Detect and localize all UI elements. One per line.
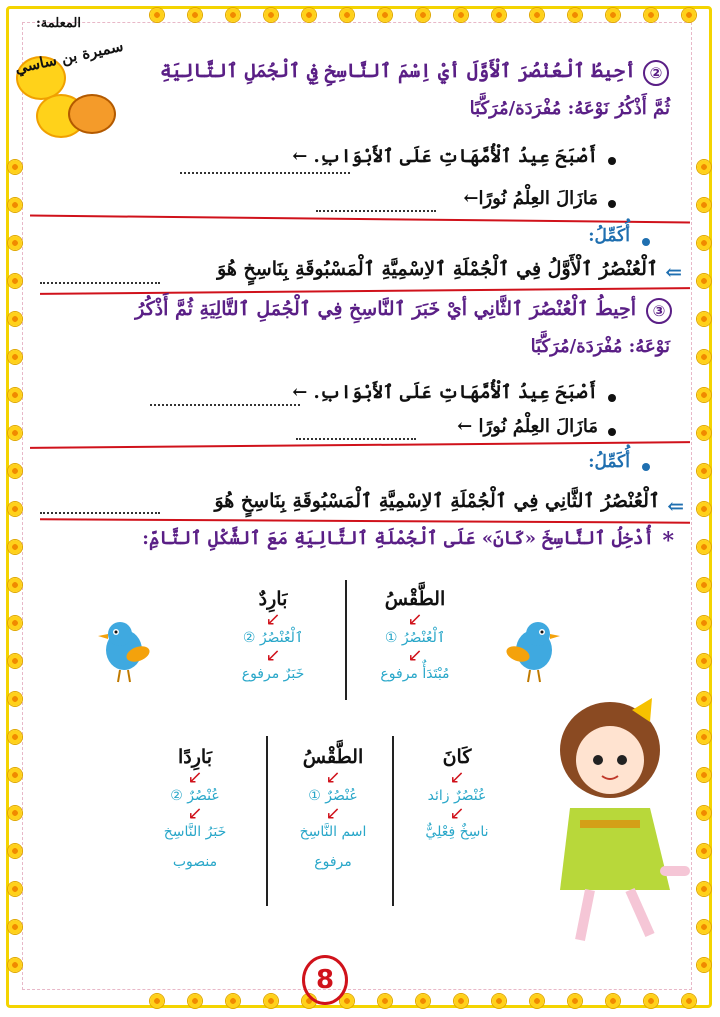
bullet-icon bbox=[608, 428, 616, 436]
flower-icon bbox=[378, 994, 392, 1008]
diagram2-word: كَانَ bbox=[442, 746, 472, 768]
bullet-icon bbox=[608, 394, 616, 402]
flower-icon bbox=[492, 8, 506, 22]
butterfly-body-icon bbox=[68, 94, 116, 134]
teacher-name: سميرة بن ساسي bbox=[13, 36, 125, 78]
flower-icon bbox=[697, 236, 711, 250]
q2-sentence-2: مَازَالَ العِلْمُ نُورًا← bbox=[463, 188, 598, 209]
flower-icon bbox=[697, 312, 711, 326]
task-instruction: أُدْخِلُ ٱلنَّاسِخَ «كَانَ» عَلَى ٱلْجُمْلَةِ ٱلتَّالِيَةِ مَعَ ٱلشَّكْلِ ٱلتَّامِّ: bbox=[142, 528, 654, 549]
flower-icon bbox=[697, 426, 711, 440]
flower-icon bbox=[378, 8, 392, 22]
question-3-number: ③ bbox=[646, 298, 672, 324]
flower-icon bbox=[697, 654, 711, 668]
flower-icon bbox=[8, 578, 22, 592]
q3-answer-blank-2[interactable] bbox=[296, 438, 416, 440]
diagram1-column-khabar bbox=[218, 588, 328, 682]
flower-icon bbox=[226, 8, 240, 22]
flower-icon bbox=[8, 616, 22, 630]
q3-instruction-line2: نَوْعَهُ: مُفْرَدَة/مُرَكَّبًا bbox=[530, 336, 670, 357]
flower-icon bbox=[226, 994, 240, 1008]
flower-icon bbox=[697, 464, 711, 478]
flower-icon bbox=[188, 8, 202, 22]
flower-icon bbox=[416, 994, 430, 1008]
flower-icon bbox=[530, 8, 544, 22]
red-arrow-icon: ↙ bbox=[187, 767, 203, 788]
flower-icon bbox=[416, 8, 430, 22]
teacher-badge bbox=[8, 8, 138, 148]
diagram2-role: خَبَرُ النَّاسِخ bbox=[163, 824, 227, 840]
red-arrow-icon: ↙ bbox=[187, 803, 203, 824]
flower-icon bbox=[150, 994, 164, 1008]
flower-icon bbox=[264, 8, 278, 22]
flower-icon bbox=[697, 616, 711, 630]
q3-answer-blank-1[interactable] bbox=[150, 404, 300, 406]
q2-instruction-line1: أحِيطُ ٱلْعُنْصُرَ ٱلْأَوَّلَ أيْ اِسْمَ ٱلنَّاسِخِ فِي ٱلْجُمَلِ ٱلتَّالِيَةِ bbox=[160, 60, 636, 82]
flower-icon bbox=[264, 994, 278, 1008]
flower-icon bbox=[606, 8, 620, 22]
flower-icon bbox=[8, 882, 22, 896]
diagram2-element: عُنْصُرٌ ① bbox=[308, 788, 358, 804]
red-arrow-icon: ↙ bbox=[265, 609, 281, 630]
q3-complete-sentence: ٱلْعُنْصُرُ ٱلثَّانِي فِي ٱلْجُمْلَةِ ٱلاِسْمِيَّةِ ٱلْمَسْبُوقَةِ بِنَاسِخٍ هُوَ bbox=[214, 490, 660, 512]
q3-complete-blank[interactable] bbox=[40, 512, 160, 514]
q2-answer-blank-1[interactable] bbox=[180, 172, 350, 174]
q2-complete-sentence: ٱلْعُنْصُرُ ٱلْأَوَّلُ فِي ٱلْجُمْلَةِ ٱلاِسْمِيَّةِ ٱلْمَسْبُوقَةِ بِنَاسِخٍ هُوَ bbox=[217, 258, 658, 280]
red-arrow-icon: ↙ bbox=[449, 767, 465, 788]
diagram1-column-mubtada bbox=[360, 588, 470, 682]
flower-icon bbox=[697, 502, 711, 516]
diagram2-role: اسم النَّاسِخ bbox=[299, 824, 367, 840]
flower-icon bbox=[697, 388, 711, 402]
flower-icon bbox=[697, 274, 711, 288]
diagram2-case: مرفوع bbox=[314, 854, 352, 870]
flower-icon bbox=[8, 540, 22, 554]
flower-icon bbox=[340, 8, 354, 22]
flower-icon bbox=[8, 654, 22, 668]
q2-complete-arrow: ⇐ bbox=[665, 260, 682, 284]
flower-icon bbox=[8, 464, 22, 478]
diagram2-case: منصوب bbox=[172, 854, 218, 870]
bullet-icon bbox=[608, 200, 616, 208]
diagram1-word: بَارِدٌ bbox=[258, 588, 288, 610]
flower-icon bbox=[682, 994, 696, 1008]
bullet-icon bbox=[608, 157, 616, 165]
flower-icon bbox=[8, 388, 22, 402]
red-arrow-icon: ↙ bbox=[265, 645, 281, 666]
red-arrow-icon: ↙ bbox=[449, 803, 465, 824]
flower-icon bbox=[8, 958, 22, 972]
q2-sentence-1: أَصْبَحَ عِيدُ ٱلْأُمَّهَاتِ عَلَى ٱلأَبْوَابِ. ← bbox=[292, 146, 598, 167]
diagram1-role: خَبَرٌ مرفوع bbox=[241, 666, 305, 682]
flower-icon bbox=[454, 994, 468, 1008]
q2-instruction-line2: ثُمَّ أَذْكُرُ نَوْعَهُ: مُفْرَدَة/مُرَكَّبًا bbox=[469, 98, 670, 119]
flower-icon bbox=[697, 160, 711, 174]
q2-complete-label: أُكَمِّلُ: bbox=[588, 226, 630, 246]
red-arrow-icon: ↙ bbox=[325, 803, 341, 824]
bird-icon bbox=[504, 612, 566, 684]
flower-icon bbox=[8, 350, 22, 364]
flower-icon bbox=[8, 768, 22, 782]
q3-complete-arrow: ⇐ bbox=[667, 494, 684, 518]
question-2-number: ② bbox=[643, 60, 669, 86]
diagram2-word: بَارِدًا bbox=[178, 746, 212, 768]
flower-icon bbox=[697, 350, 711, 364]
diagram1-word: الطَّقْسُ bbox=[384, 588, 446, 610]
flower-icon bbox=[8, 502, 22, 516]
flower-icon bbox=[8, 844, 22, 858]
q3-sentence-1: أَصْبَحَ عِيدُ ٱلْأُمَّهَاتِ عَلَى ٱلأَبْوَابِ. ← bbox=[292, 382, 598, 403]
flower-icon bbox=[8, 692, 22, 706]
flower-icon bbox=[606, 994, 620, 1008]
flower-icon bbox=[8, 920, 22, 934]
flower-icon bbox=[492, 994, 506, 1008]
flower-icon bbox=[8, 426, 22, 440]
diagram2-column-kana bbox=[402, 746, 512, 840]
flower-icon bbox=[530, 994, 544, 1008]
bird-icon bbox=[90, 612, 152, 684]
diagram1-role: مُبْتَدَأٌ مرفوع bbox=[380, 666, 450, 682]
flower-icon bbox=[454, 8, 468, 22]
diagram2-divider bbox=[266, 736, 268, 906]
diagram2-element: عُنْصُرٌ ② bbox=[170, 788, 220, 804]
flower-icon bbox=[697, 578, 711, 592]
diagram2-element: عُنْصُرٌ زائد bbox=[427, 788, 487, 804]
flower-icon bbox=[644, 8, 658, 22]
q3-instruction-line1: أحِيطُ ٱلْعُنْصُرَ ٱلثَّانِي أيْ خَبَرَ ٱلنَّاسِخِ فِي ٱلْجُمَلِ ٱلتَّالِيَةِ ثُمَّ أَذْكُرُ bbox=[135, 298, 636, 320]
q2-complete-blank[interactable] bbox=[40, 282, 160, 284]
flower-icon bbox=[568, 8, 582, 22]
red-arrow-icon: ↙ bbox=[407, 609, 423, 630]
q2-answer-blank-2[interactable] bbox=[316, 210, 436, 212]
flower-icon bbox=[697, 198, 711, 212]
q3-sentence-2: مَازَالَ العِلْمُ نُورًا ← bbox=[457, 416, 598, 437]
flower-icon bbox=[8, 198, 22, 212]
red-arrow-icon: ↙ bbox=[407, 645, 423, 666]
flower-icon bbox=[8, 730, 22, 744]
flower-icon bbox=[682, 8, 696, 22]
flower-icon bbox=[8, 160, 22, 174]
diagram2-column-khabar bbox=[140, 746, 250, 870]
diagram1-element: ٱلْعُنْصُرُ ① bbox=[384, 630, 446, 646]
diagram2-column-ism bbox=[278, 746, 388, 870]
flower-icon bbox=[150, 8, 164, 22]
bullet-icon bbox=[642, 463, 650, 471]
flower-icon bbox=[8, 806, 22, 820]
teacher-label: المعلمة: bbox=[36, 16, 81, 31]
girl-illustration-icon bbox=[540, 690, 700, 950]
diagram1-divider bbox=[345, 580, 347, 700]
bullet-icon bbox=[642, 238, 650, 246]
diagram1-element: ٱلْعُنْصُرُ ② bbox=[242, 630, 304, 646]
flower-icon bbox=[568, 994, 582, 1008]
page-number: 8 bbox=[302, 955, 348, 1005]
flower-icon bbox=[8, 312, 22, 326]
flower-icon bbox=[188, 994, 202, 1008]
flower-icon bbox=[8, 236, 22, 250]
diagram2-divider bbox=[392, 736, 394, 906]
diagram2-word: الطَّقْسُ bbox=[302, 746, 364, 768]
q3-complete-label: أُكَمِّلُ: bbox=[588, 452, 630, 472]
flower-icon bbox=[644, 994, 658, 1008]
flower-icon bbox=[697, 540, 711, 554]
flower-icon bbox=[302, 8, 316, 22]
flower-icon bbox=[697, 958, 711, 972]
red-arrow-icon: ↙ bbox=[325, 767, 341, 788]
task-star: * bbox=[662, 528, 674, 554]
diagram2-role: ناسِخٌ فِعْلِيٌّ bbox=[425, 824, 489, 840]
flower-icon bbox=[8, 274, 22, 288]
